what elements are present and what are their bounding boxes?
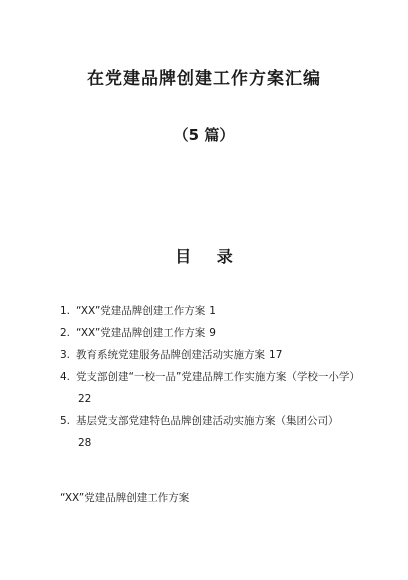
toc-item-number: 4. xyxy=(60,371,71,383)
toc-item-number: 2. xyxy=(60,327,71,339)
document-title: 在党建品牌创建工作方案汇编 xyxy=(87,69,321,89)
toc-item[interactable] xyxy=(60,366,360,410)
toc-heading: 目 录 xyxy=(175,247,243,266)
toc-item-title: “XX”党建品牌创建工作方案 xyxy=(76,327,206,339)
toc-item[interactable] xyxy=(60,344,360,366)
toc-item-number: 1. xyxy=(60,305,71,317)
toc-item-page: 28 xyxy=(78,437,92,449)
toc-item[interactable] xyxy=(60,300,360,322)
document-subtitle: （5 篇） xyxy=(173,126,235,144)
toc-item-page: 9 xyxy=(209,327,216,339)
toc-item-title: 基层党支部党建特色品牌创建活动实施方案（集团公司） xyxy=(76,415,339,427)
toc-item-page: 17 xyxy=(269,349,283,361)
toc-item-number: 5. xyxy=(60,415,71,427)
toc-item-number: 3. xyxy=(60,349,71,361)
table-of-contents xyxy=(60,300,360,454)
section-heading: “XX”党建品牌创建工作方案 xyxy=(60,492,190,504)
toc-item-title: 教育系统党建服务品牌创建活动实施方案 xyxy=(76,349,266,361)
toc-item[interactable] xyxy=(60,410,360,454)
toc-item-title: 党支部创建“一校一品”党建品牌工作实施方案（学校一小学） xyxy=(76,371,360,383)
toc-item-page: 22 xyxy=(78,393,92,405)
toc-item-title: “XX”党建品牌创建工作方案 xyxy=(76,305,206,317)
toc-item-page: 1 xyxy=(209,305,216,317)
toc-item[interactable] xyxy=(60,322,360,344)
